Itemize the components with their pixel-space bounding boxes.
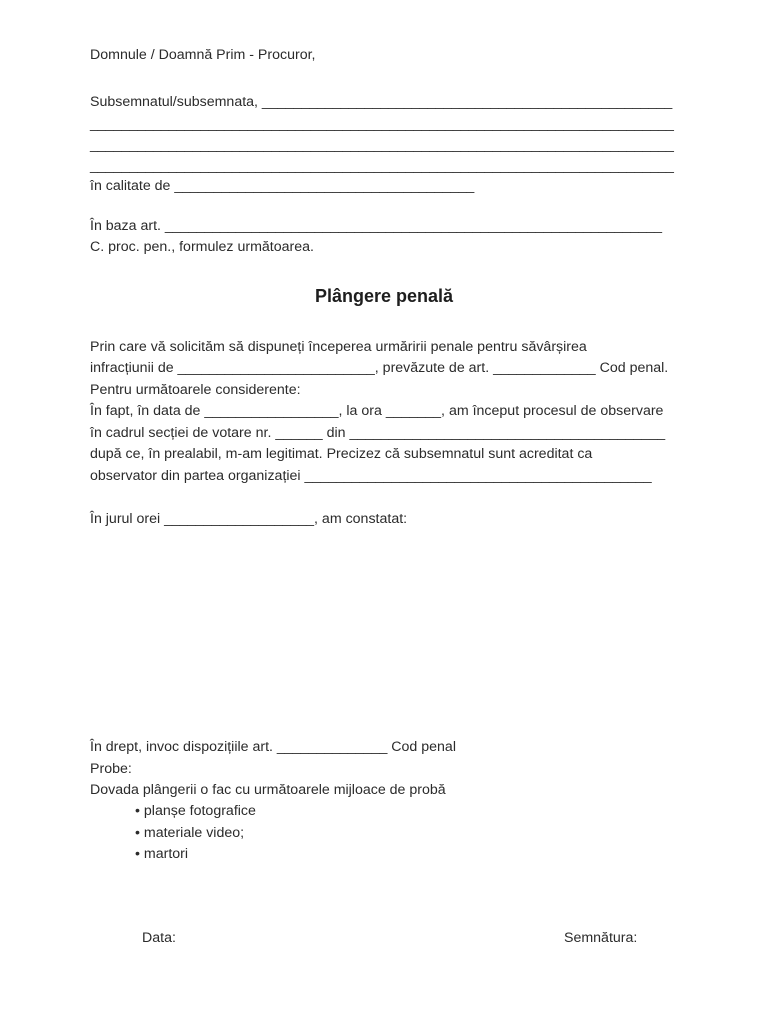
salutation: Domnule / Doamnă Prim - Procuror, xyxy=(90,47,316,63)
body-line: Pentru următoarele considerente: xyxy=(90,382,301,398)
date-label: Data: xyxy=(142,930,176,946)
signature-label: Semnătura: xyxy=(564,930,638,946)
intro-line: Subsemnatul/subsemnata, ____________________________________________________ xyxy=(90,94,673,110)
body-line: în cadrul secției de votare nr. ______ din ________________________________________ xyxy=(90,425,666,441)
legal-basis-line: În baza art. _______________________________________________________________ xyxy=(90,218,663,234)
capacity-line: în calitate de ______________________________________ xyxy=(90,178,475,194)
body-line: infracțiunii de _________________________, prevăzute de art. _____________ Cod penal. xyxy=(90,360,669,376)
evidence-item: • martori xyxy=(135,846,189,862)
probe-heading: Probe: xyxy=(90,761,132,777)
document-title: Plângere penală xyxy=(314,286,454,306)
intro-line: __________________________________________________________________________ xyxy=(90,137,674,153)
evidence-item: • materiale video; xyxy=(135,825,245,841)
evidence-item: • planșe fotografice xyxy=(135,803,256,819)
intro-line: __________________________________________________________________________ xyxy=(90,158,674,174)
law-line: În drept, invoc dispozițiile art. ______________ Cod penal xyxy=(90,739,456,755)
intro-line: __________________________________________________________________________ xyxy=(90,116,674,132)
finding-line: În jurul orei ___________________, am constatat: xyxy=(90,511,408,527)
body-line: observator din partea organizației ____________________________________________ xyxy=(90,468,652,484)
body-line: Prin care vă solicităm să dispuneți începerea urmăririi penale pentru săvârșirea xyxy=(90,339,587,355)
body-line: În fapt, în data de _________________, la ora _______, am început procesul de observare xyxy=(90,403,664,419)
legal-basis-line: C. proc. pen., formulez următoarea. xyxy=(90,239,314,255)
body-line: după ce, în prealabil, m-am legitimat. Precizez că subsemnatul sunt acreditat ca xyxy=(90,446,593,462)
law-line: Dovada plângerii o fac cu următoarele mijloace de probă xyxy=(90,782,446,798)
